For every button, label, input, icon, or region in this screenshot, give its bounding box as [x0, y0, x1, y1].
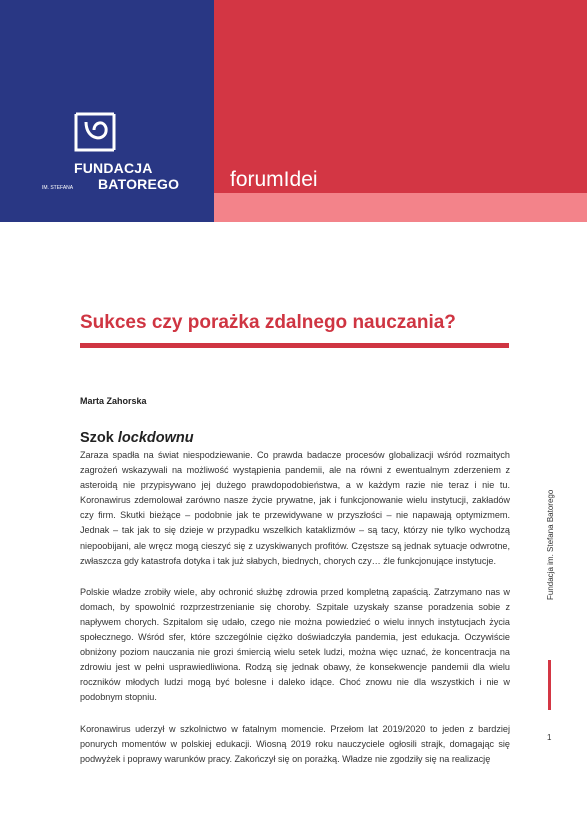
paragraph: Zaraza spadła na świat niespodziewanie. Co prawda badacze procesów globalizacji wśród rozmaitych zagrożeń wskazywali na możliwość wystąpienia pandemii, ale na równi z ewentualnym zderzeniem z asteroidą nie przypisywano jej dużego prawdopodobieństwa, a w każdym razie nie teraz i nie tu. Koronawirus zdemolował zarówno nasze życie prywatne, jak i funkcjonowanie wielu instytucji, zakładów czy firm. Skutki bieżące – podobnie jak te przewidywane w przyszłości – nie napawają optymizmem. Jednak – tak jak to się dzieje w przypadku wszelkich kataklizmów – są tacy, którzy nie tylko wychodzą niepoobijani, ale wręcz mogą cieszyć się z uzyskiwanych profitów. Częstsze są jednak sytuacje odwrotne, zwłaszcza gdy katastrofa dotyka i tak już słabych, biednych, chorych czy… źle funkcjonujące instytucje.	[80, 450, 510, 566]
logo-text-small: IM. STEFANA	[42, 185, 74, 191]
side-accent-bar	[548, 660, 551, 710]
section-heading-italic: lockdownu	[117, 430, 194, 446]
series-name: forumIdei	[230, 168, 318, 191]
header-banner	[0, 0, 587, 222]
logo-text-line1: FUNDACJA	[74, 160, 153, 176]
article-title: Sukces czy porażka zdalnego nauczania?	[80, 312, 456, 333]
logo-mark-icon	[74, 112, 118, 158]
logo-text-line2: BATOREGO	[98, 176, 180, 192]
section-heading-prefix: Szok	[80, 430, 118, 446]
page-number: 1	[547, 733, 552, 742]
paragraph: Koronawirus uderzył w szkolnictwo w fatalnym momencie. Przełom lat 2019/2020 to jeden z bardziej ponurych momentów w polskiej edukacji. Wiosną 2019 roku nauczyciele ogłosili strajk, domagając się podwyżek i poprawy warunków pracy. Zakończył się on porażką. Władze nie zgodziły się na realizację	[80, 723, 510, 764]
red-panel	[214, 0, 587, 193]
side-footer-text: Fundacja im. Stefana Batorego	[546, 489, 555, 600]
paragraph: Polskie władze zrobiły wiele, aby ochronić służbę zdrowia przed kompletną zapaścią. Zatrzymano nas w domach, by spowolnić rozprzestrzenianie się choroby. Szpitale uzyskały szanse poradzenia sobie z napływem chorych. Szpitalom się udało, czego nie można powiedzieć o wielu innych instytucjach życia społecznego. Wśród sfer, które szczególnie ciężko doświadczyła pandemia, jest edukacja. Oczywiście obniżony poziom nauczania nie grozi śmiercią wielu setek ludzi, można więc uznać, że koncentracja na zdrowiu jest w pełni usprawiedliwiona. Rodzą się jednak obawy, że konsekwencje pandemii dla wielu roczników młodych ludzi mogą być bolesne i daleko idące. Choć znowu nie dla wszystkich i nie w podobnym stopniu.	[80, 586, 510, 703]
author-name: Marta Zahorska	[80, 396, 147, 406]
article-body	[80, 448, 510, 783]
title-underline	[80, 343, 509, 348]
pink-band	[214, 193, 587, 222]
foundation-logo	[42, 112, 224, 202]
section-heading	[80, 430, 194, 446]
